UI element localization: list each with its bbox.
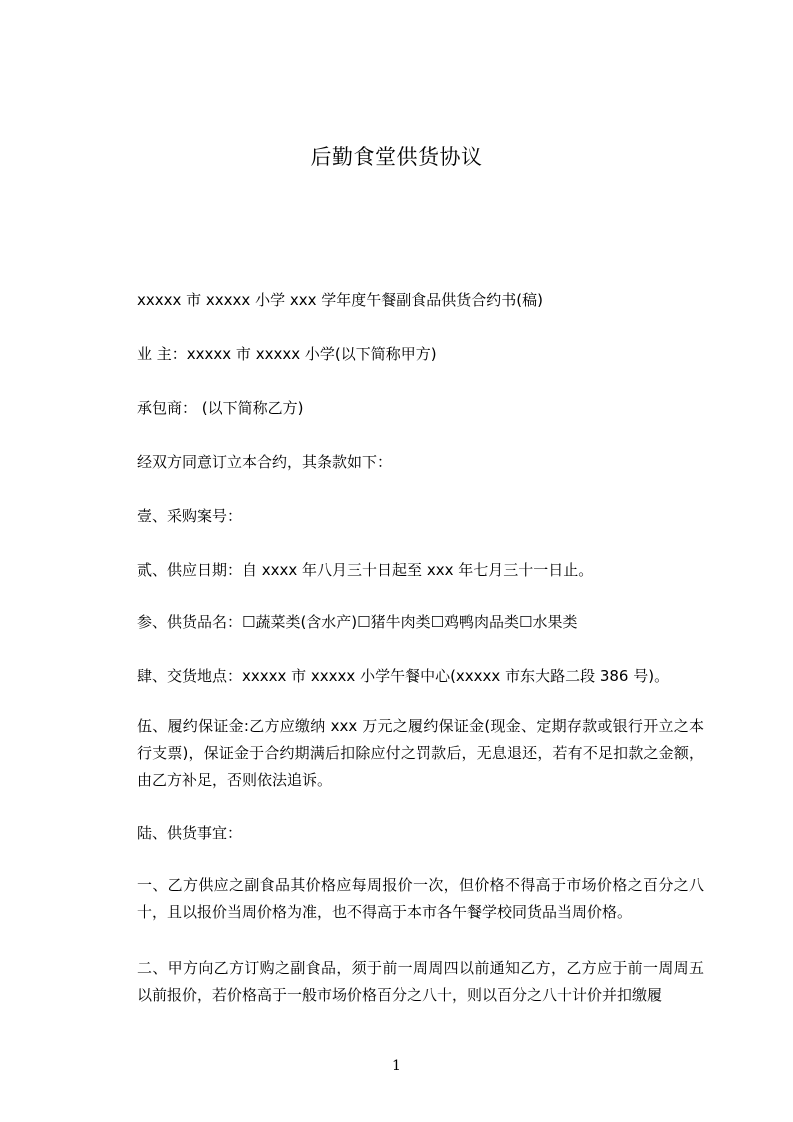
owner-line: 业 主：xxxxx 市 xxxxx 小学(以下简称甲方) [137,345,437,363]
section-case-number: 壹、采购案号： [137,507,243,525]
deposit-text: 伍、履约保证金:乙方应缴纳 xxx 万元之履约保证金(现金、定期存款或银行开立之本行支票)，保证金于合约期满后扣除应付之罚款后，无息退还，若有不足扣款之金额，由乙方补足，否则依法追诉。 [137,717,704,789]
section-supply-matters: 陆、供货事宜： [137,824,243,842]
document-title: 后勤食堂供货协议 [310,145,483,169]
agreement-intro: 经双方同意订立本合约，其条款如下： [137,453,393,471]
page-number: 1 [392,1058,401,1074]
clause-2-text: 二、甲方向乙方订购之副食品，须于前一周周四以前通知乙方，乙方应于前一周周五以前报价，若价格高于一般市场价格百分之八十，则以百分之八十计价并扣缴履 [137,959,704,1004]
clause-1 [104,872,704,926]
contract-heading: xxxxx 市 xxxxx 小学 xxx 学年度午餐副食品供货合约书(稿) [137,291,543,309]
clause-1-text: 一、乙方供应之副食品其价格应每周报价一次，但价格不得高于市场价格之百分之八十，且以报价当周价格为准，也不得高于本市各午餐学校同货品当周价格。 [137,876,704,921]
section-product-categories: 参、供货品名：☐蔬菜类(含水产)☐猪牛肉类☐鸡鸭肉品类☐水果类 [137,613,578,631]
contractor-line: 承包商： (以下简称乙方) [137,399,304,417]
clause-2 [104,955,704,1009]
section-performance-deposit [104,713,704,794]
section-delivery-location: 肆、交货地点：xxxxx 市 xxxxx 小学午餐中心(xxxxx 市东大路二段 386 号)。 [137,667,670,685]
section-supply-date: 贰、供应日期：自 xxxx 年八月三十日起至 xxx 年七月三十一日止。 [137,561,594,579]
